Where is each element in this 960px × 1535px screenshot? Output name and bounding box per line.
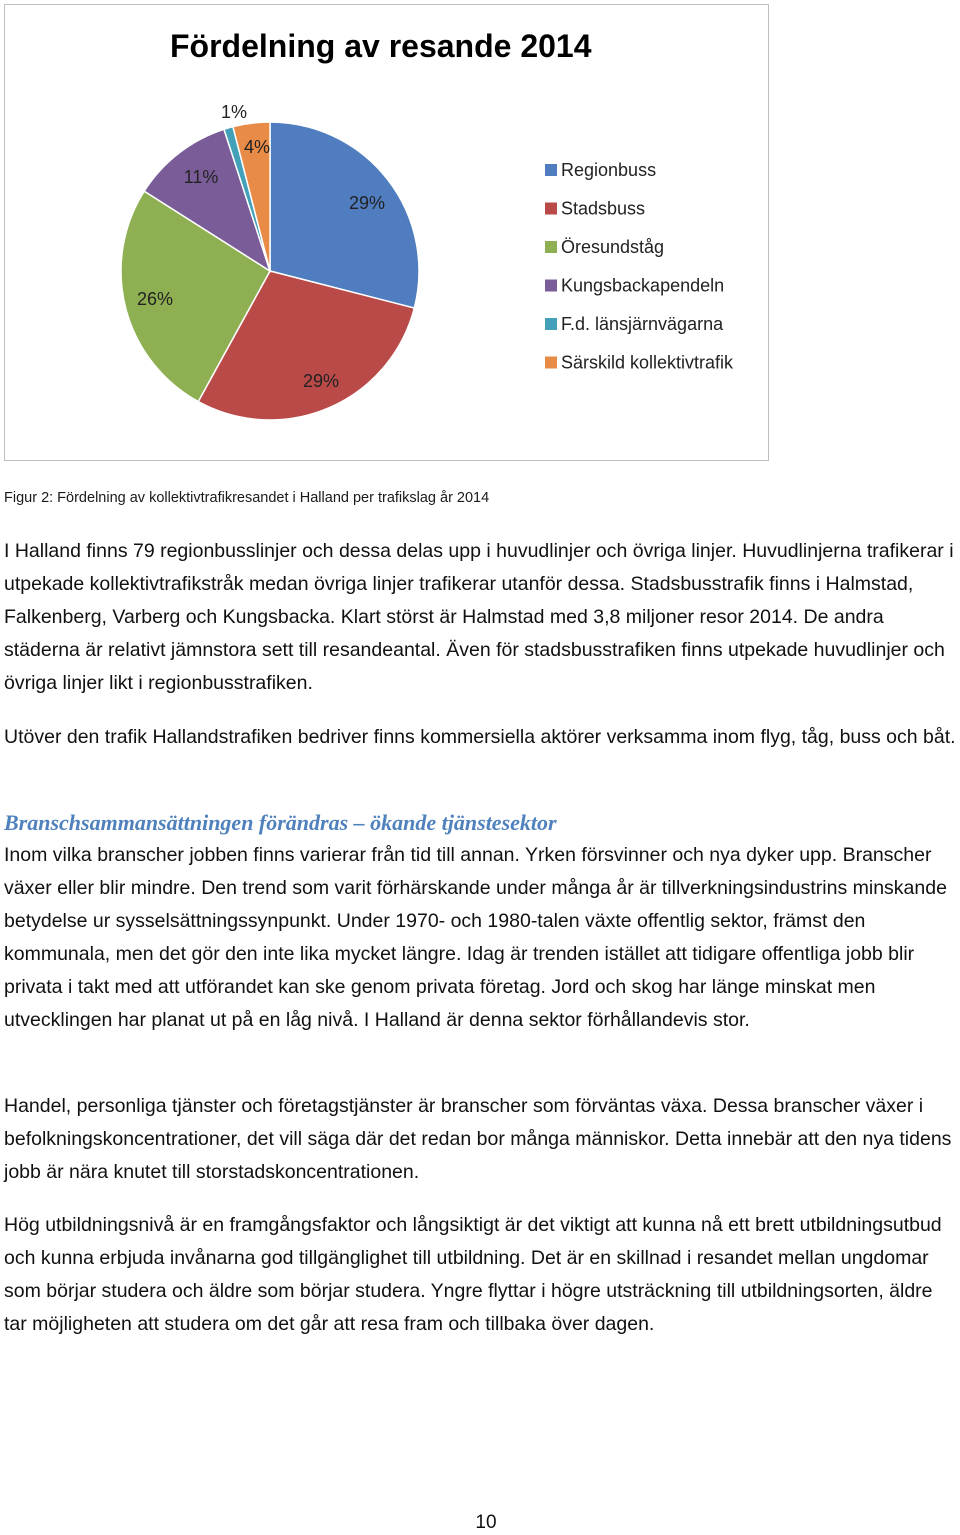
pie-percent-label: 11% xyxy=(183,167,219,187)
legend-label: F.d. länsjärnvägarna xyxy=(561,314,724,334)
legend-label: Öresundståg xyxy=(561,237,665,257)
pie-percent-label: 26% xyxy=(136,289,174,309)
legend-swatch xyxy=(545,357,557,369)
legend-label: Regionbuss xyxy=(561,160,657,180)
pie-percent-label: 1% xyxy=(220,102,248,122)
paragraph-education: Hög utbildningsnivå är en framgångsfaktor och långsiktigt är det viktigt att kunna nå ett brett utbildningsutbud och kunna erbjuda invånarna god tillgänglighet till utbildning. Det är en skillnad i resandet mellan ungdomar som börjar studera och äldre som börjar studera. Yngre flyttar i högre utsträckning till utbildningsorten, äldre tar möjligheten att studera om det går att resa fram och tillbaka över dagen. xyxy=(4,1214,942,1335)
pie-percent-label: 29% xyxy=(302,371,340,391)
legend-swatch xyxy=(545,203,557,215)
legend-swatch xyxy=(545,241,557,253)
legend-label: Stadsbuss xyxy=(561,198,646,219)
legend-label: Kungsbackapendeln xyxy=(561,275,725,296)
legend-label: Särskild kollektivtrafik xyxy=(561,352,734,373)
section-heading: Branschsammansättningen förändras – ökande tjänstesektor xyxy=(4,810,557,835)
legend-swatch xyxy=(545,318,557,330)
pie-chart-frame xyxy=(4,4,769,461)
pie-chart xyxy=(5,5,770,462)
page-number: 10 xyxy=(475,1512,497,1533)
paragraph-services-growth: Handel, personliga tjänster och företagstjänster är branscher som förväntas växa. Dessa branscher växer i befolkningskoncentrationer, det vill säga där det redan bor många människor. Detta innebär att den nya tidens jobb är nära knutet till storstadskoncentrationen. xyxy=(4,1095,952,1183)
pie-percent-label: 29% xyxy=(348,193,386,213)
pie-percent-label: 4% xyxy=(243,137,271,157)
paragraph-regionbuss: I Halland finns 79 regionbusslinjer och dessa delas upp i huvudlinjer och övriga linjer. Huvudlinjerna trafikerar i utpekade kollektivtrafikstråk medan övriga linjer trafikerar utanför dessa. Stadsbusstrafik finns i Halmstad, Falkenberg, Varberg och Kungsbacka. Klart störst är Halmstad med 3,8 miljoner resor 2014. De andra städerna är relativt jämnstora sett till resandeantal. Även för stadsbusstrafiken finns utpekade huvudlinjer och övriga linjer likt i regionbusstrafiken. xyxy=(4,540,954,694)
legend-swatch xyxy=(545,164,557,176)
figure-caption: Figur 2: Fördelning av kollektivtrafikresandet i Halland per trafikslag år 2014 xyxy=(4,490,490,506)
paragraph-commercial-actors: Utöver den trafik Hallandstrafiken bedriver finns kommersiella aktörer verksamma inom flyg, tåg, buss och båt. xyxy=(4,726,956,748)
legend-swatch xyxy=(545,280,557,292)
paragraph-industry-change: Inom vilka branscher jobben finns varierar från tid till annan. Yrken försvinner och nya dyker upp. Branscher växer eller blir mindre. Den trend som varit förhärskande under många år är tillverkningsindustrins minskande betydelse ur sysselsättningssynpunkt. Under 1970- och 1980-talen växte offentlig sektor, främst den kommunala, men det gör den inte lika mycket längre. Idag är trenden istället att tidigare offentliga jobb blir privata i takt med att utförandet kan ske genom privata företag. Jord och skog har länge minskat men utvecklingen har planat ut på en låg nivå. I Halland är denna sektor förhållandevis stor. xyxy=(4,844,947,1031)
chart-title: Fördelning av resande 2014 xyxy=(170,28,592,64)
